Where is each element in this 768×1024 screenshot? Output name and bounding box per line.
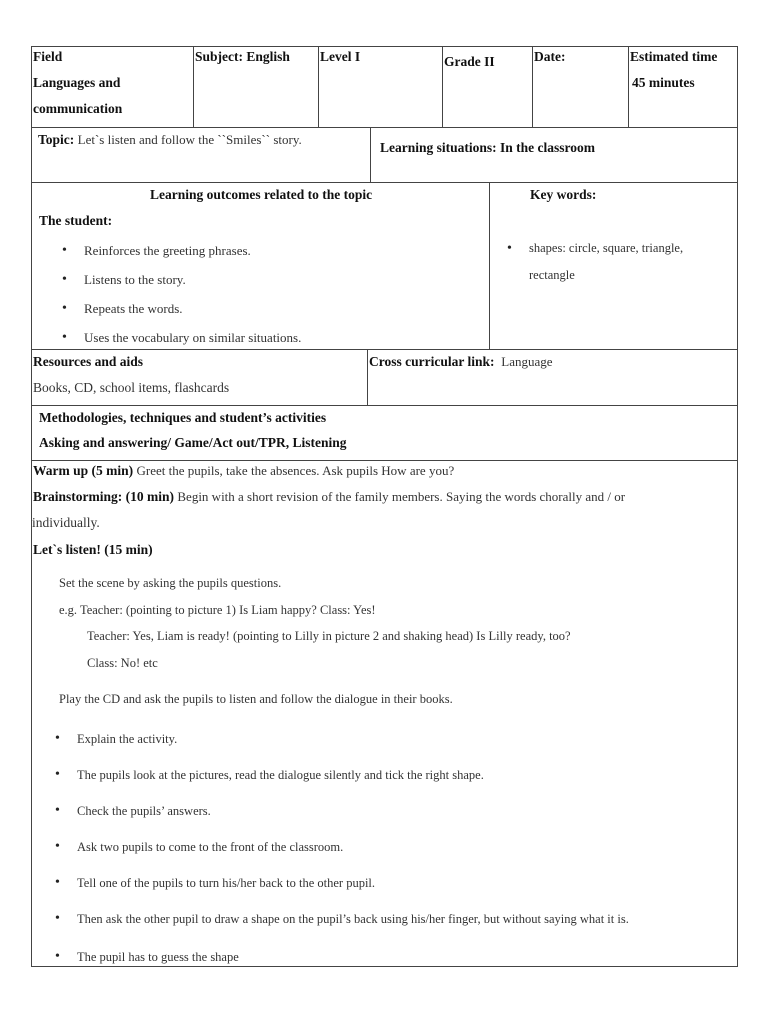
methods-text: Asking and answering/ Game/Act out/TPR, Listening [39, 435, 347, 450]
time-value: 45 minutes [632, 75, 695, 90]
keywords-cell [490, 183, 739, 349]
example-line-1: e.g. Teacher: (pointing to picture 1) Is Liam happy? Class: Yes! [59, 603, 376, 617]
field-value-1: Languages and [33, 75, 121, 90]
list-item: • Listens to the story. [84, 265, 301, 294]
list-item: • The pupil has to guess the shape [77, 939, 629, 975]
topic-label: Topic: [38, 132, 75, 147]
example-line-2: Teacher: Yes, Liam is ready! (pointing to Lilly in picture 2 and shaking head) Is Lilly ready, too? [87, 629, 571, 643]
grade-cell [443, 47, 533, 127]
brainstorm-text: Begin with a short revision of the family members. Saying the words chorally and / or [177, 489, 626, 504]
warmup-label: Warm up (5 min) [33, 463, 134, 478]
list-item: • Reinforces the greeting phrases. [84, 236, 301, 265]
keywords-list [529, 235, 683, 289]
topic-line [38, 127, 302, 153]
outcomes-heading: Learning outcomes related to the topic [150, 187, 373, 202]
level: Level I [320, 49, 361, 64]
student-label: The student: [39, 213, 113, 228]
resources-label: Resources and aids [33, 354, 144, 369]
resources-cell [32, 350, 368, 405]
time-cell [629, 47, 739, 127]
methods-row [31, 405, 738, 461]
keywords-line-1: • shapes: circle, square, triangle, [529, 235, 683, 262]
list-item: • Check the pupils’ answers. [77, 793, 629, 829]
time-label: Estimated time [630, 49, 718, 64]
situation-cell [371, 128, 739, 182]
date: Date: [534, 49, 566, 64]
list-item: • Then ask the other pupil to draw a shape on the pupil’s back using his/her finger, but without saying what it is. [77, 901, 629, 939]
warmup-text: Greet the pupils, take the absences. Ask pupils How are you? [136, 463, 455, 478]
topic-text: Let`s listen and follow the ``Smiles`` story. [77, 132, 302, 147]
outcomes-cell [32, 183, 490, 349]
example-line-3: Class: No! etc [87, 656, 158, 670]
subject-cell [194, 47, 319, 127]
cross-label: Cross curricular link: [369, 354, 495, 369]
play-text: Play the CD and ask the pupils to listen and follow the dialogue in their books. [59, 692, 453, 706]
procedure-row [31, 460, 738, 967]
brainstorm-text-2: individually. [32, 515, 100, 530]
field-cell [32, 47, 194, 127]
list-item: • Ask two pupils to come to the front of the classroom. [77, 829, 629, 865]
keywords-heading: Key words: [530, 187, 597, 202]
brainstorm-label: Brainstorming: (10 min) [33, 489, 174, 504]
topic-cell [32, 128, 371, 182]
outcomes-row [31, 182, 738, 350]
steps-list [77, 721, 629, 975]
field-label: Field [33, 49, 63, 64]
list-item: • Explain the activity. [77, 721, 629, 757]
outcomes-list [84, 236, 301, 352]
cross-line [369, 349, 553, 375]
list-item: • Uses the vocabulary on similar situations. [84, 323, 301, 352]
resources-text: Books, CD, school items, flashcards [33, 380, 230, 395]
methods-heading: Methodologies, techniques and student’s activities [39, 410, 327, 425]
cross-value: Language [501, 354, 553, 369]
listen-label: Let`s listen! (15 min) [33, 542, 153, 557]
scene-text: Set the scene by asking the pupils questions. [59, 576, 282, 590]
topic-row [31, 127, 738, 183]
subject: Subject: English [195, 49, 290, 64]
brainstorm-line [33, 484, 625, 510]
resources-row [31, 349, 738, 406]
cross-cell [368, 350, 739, 405]
keywords-line-2: rectangle [529, 268, 575, 282]
field-value-2: communication [33, 101, 123, 116]
list-item: • The pupils look at the pictures, read the dialogue silently and tick the right shape. [77, 757, 629, 793]
warmup-line [33, 458, 454, 484]
level-cell [319, 47, 443, 127]
grade: Grade II [444, 54, 495, 69]
header-row [31, 46, 738, 128]
list-item: • Repeats the words. [84, 294, 301, 323]
date-cell [533, 47, 629, 127]
learning-situation: Learning situations: In the classroom [380, 140, 596, 155]
list-item: • Tell one of the pupils to turn his/her back to the other pupil. [77, 865, 629, 901]
